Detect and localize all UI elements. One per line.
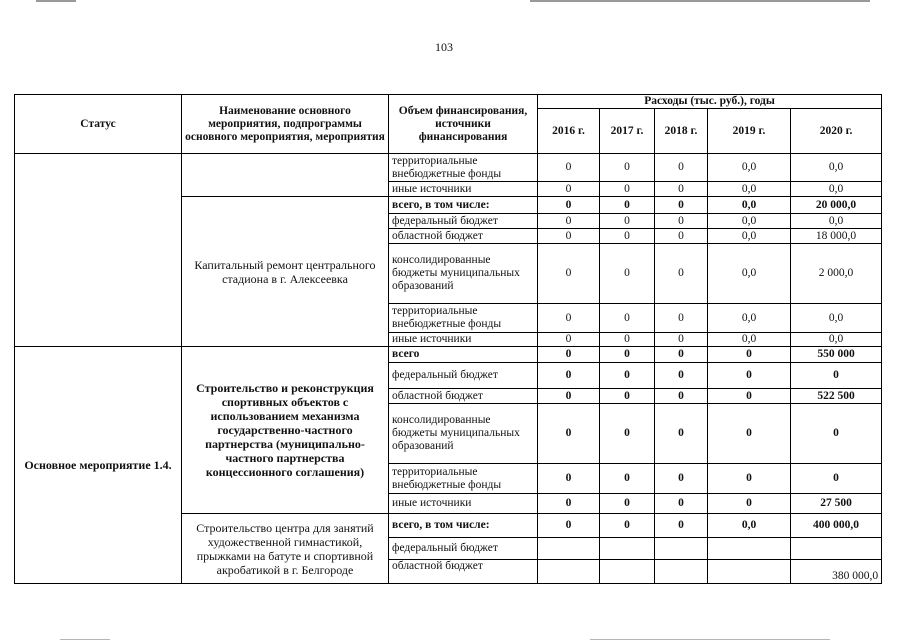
- funding-source: консолидированные бюджеты муниципальных образований: [389, 244, 538, 304]
- header-funding: Объем финансирования, источники финансирования: [389, 95, 538, 154]
- value-2019: 0,0: [708, 333, 791, 347]
- value-2018: 0: [655, 404, 708, 464]
- value-2020: 0: [791, 464, 882, 494]
- table-row: [15, 347, 882, 363]
- header-year-2019: 2019 г.: [708, 109, 791, 154]
- value-2020: 0,0: [791, 154, 882, 182]
- value-2016: [538, 538, 600, 560]
- value-2017: 0: [600, 494, 655, 514]
- value-2016: 0: [538, 404, 600, 464]
- value-2020: [791, 538, 882, 560]
- name-cell-empty: [182, 154, 389, 197]
- value-2019: 0: [708, 389, 791, 404]
- status-cell-empty: [15, 154, 182, 347]
- value-2020: 550 000: [791, 347, 882, 363]
- event-name: Строительство и реконструкция спортивных объектов с использованием механизма государственно-частного партнерства (муниципально-частного партнерства концессионного соглашения): [182, 347, 389, 514]
- value-2016: 0: [538, 244, 600, 304]
- event-name: Капитальный ремонт центрального стадиона в г. Алексеевка: [182, 197, 389, 347]
- event-name: Строительство центра для занятий художественной гимнастикой, прыжками на батуте и спортивной акробатикой в г. Белгороде: [182, 514, 389, 584]
- funding-source: иные источники: [389, 182, 538, 197]
- funding-source: всего: [389, 347, 538, 363]
- header-year-2018: 2018 г.: [655, 109, 708, 154]
- value-2018: 0: [655, 214, 708, 229]
- value-2017: 0: [600, 154, 655, 182]
- funding-source: всего, в том числе:: [389, 197, 538, 214]
- value-2017: 0: [600, 304, 655, 333]
- funding-source: федеральный бюджет: [389, 538, 538, 560]
- value-2019: 0: [708, 464, 791, 494]
- value-2019: 0: [708, 494, 791, 514]
- funding-source: территориальные внебюджетные фонды: [389, 464, 538, 494]
- value-2019: 0: [708, 347, 791, 363]
- header-expenses: Расходы (тыс. руб.), годы: [538, 95, 882, 109]
- header-year-2017: 2017 г.: [600, 109, 655, 154]
- value-2018: 0: [655, 464, 708, 494]
- value-2017: 0: [600, 404, 655, 464]
- value-2019: 0,0: [708, 197, 791, 214]
- value-2018: 0: [655, 363, 708, 389]
- value-2016: 0: [538, 214, 600, 229]
- value-2016: 0: [538, 182, 600, 197]
- top-edge-line-right: [530, 0, 870, 2]
- header-year-2020: 2020 г.: [791, 109, 882, 154]
- status-main-event: Основное мероприятие 1.4.: [15, 347, 182, 584]
- value-2017: 0: [600, 514, 655, 538]
- value-2018: [655, 538, 708, 560]
- value-2019: [708, 538, 791, 560]
- value-2017: 0: [600, 464, 655, 494]
- value-2016: 0: [538, 494, 600, 514]
- value-2019: [708, 560, 791, 584]
- funding-source: иные источники: [389, 333, 538, 347]
- value-2020: 0,0: [791, 333, 882, 347]
- funding-source: территориальные внебюджетные фонды: [389, 154, 538, 182]
- value-2017: 0: [600, 333, 655, 347]
- value-2017: 0: [600, 214, 655, 229]
- value-2020: 0,0: [791, 304, 882, 333]
- funding-source: всего, в том числе:: [389, 514, 538, 538]
- value-2016: [538, 560, 600, 584]
- value-2017: 0: [600, 244, 655, 304]
- value-2020: 27 500: [791, 494, 882, 514]
- value-2016: 0: [538, 347, 600, 363]
- funding-source: территориальные внебюджетные фонды: [389, 304, 538, 333]
- value-2020: 380 000,0: [791, 560, 882, 584]
- value-2020: 0: [791, 404, 882, 464]
- value-2019: 0,0: [708, 229, 791, 244]
- value-2020: 18 000,0: [791, 229, 882, 244]
- value-2016: 0: [538, 464, 600, 494]
- value-2019: 0,0: [708, 154, 791, 182]
- value-2018: 0: [655, 389, 708, 404]
- value-2020: 20 000,0: [791, 197, 882, 214]
- header-year-2016: 2016 г.: [538, 109, 600, 154]
- value-2018: 0: [655, 154, 708, 182]
- value-2020: 0,0: [791, 214, 882, 229]
- page-number: 103: [435, 40, 453, 54]
- value-2018: 0: [655, 182, 708, 197]
- funding-source: федеральный бюджет: [389, 363, 538, 389]
- value-2016: 0: [538, 197, 600, 214]
- value-2018: 0: [655, 333, 708, 347]
- header-name: Наименование основного мероприятия, подпрограммы основного мероприятия, мероприятия: [182, 95, 389, 154]
- value-2019: 0,0: [708, 304, 791, 333]
- value-2018: 0: [655, 229, 708, 244]
- value-2017: 0: [600, 182, 655, 197]
- value-2018: [655, 560, 708, 584]
- funding-source: иные источники: [389, 494, 538, 514]
- value-2017: 0: [600, 197, 655, 214]
- value-2017: [600, 560, 655, 584]
- value-2019: 0,0: [708, 244, 791, 304]
- funding-source: федеральный бюджет: [389, 214, 538, 229]
- value-2017: 0: [600, 389, 655, 404]
- value-2020: 522 500: [791, 389, 882, 404]
- value-2019: 0: [708, 363, 791, 389]
- top-edge-line-left: [36, 0, 76, 2]
- value-2020: 0: [791, 363, 882, 389]
- value-2017: [600, 538, 655, 560]
- value-2020: 0,0: [791, 182, 882, 197]
- value-2016: 0: [538, 154, 600, 182]
- value-2017: 0: [600, 347, 655, 363]
- value-2019: 0,0: [708, 214, 791, 229]
- funding-source: областной бюджет: [389, 229, 538, 244]
- value-2019: 0: [708, 404, 791, 464]
- value-2016: 0: [538, 363, 600, 389]
- value-2018: 0: [655, 514, 708, 538]
- budget-table: [14, 94, 882, 584]
- funding-source: консолидированные бюджеты муниципальных образований: [389, 404, 538, 464]
- header-status: Статус: [15, 95, 182, 154]
- value-2019: 0,0: [708, 182, 791, 197]
- value-2018: 0: [655, 197, 708, 214]
- value-2018: 0: [655, 304, 708, 333]
- funding-source: областной бюджет: [389, 560, 538, 584]
- value-2016: 0: [538, 514, 600, 538]
- table-row: [15, 154, 882, 182]
- value-2016: 0: [538, 304, 600, 333]
- value-2018: 0: [655, 244, 708, 304]
- value-2016: 0: [538, 389, 600, 404]
- value-2019: 0,0: [708, 514, 791, 538]
- value-2017: 0: [600, 229, 655, 244]
- value-2016: 0: [538, 333, 600, 347]
- value-2020: 2 000,0: [791, 244, 882, 304]
- value-2016: 0: [538, 229, 600, 244]
- value-2018: 0: [655, 347, 708, 363]
- value-2017: 0: [600, 363, 655, 389]
- value-2020: 400 000,0: [791, 514, 882, 538]
- funding-source: областной бюджет: [389, 389, 538, 404]
- value-2018: 0: [655, 494, 708, 514]
